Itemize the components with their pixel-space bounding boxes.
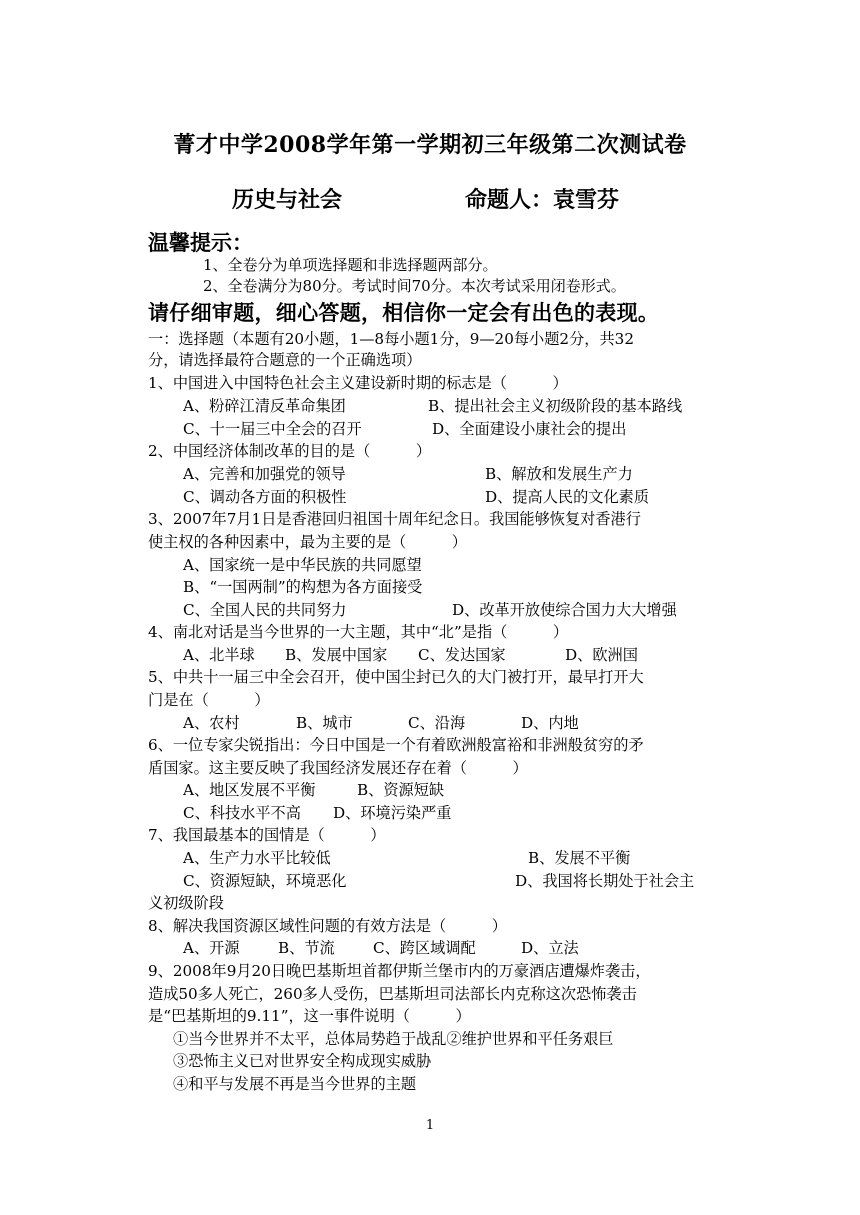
question-9-stem-line3: 是“巴基斯坦的9.11”，这一事件说明（ ）	[148, 1007, 471, 1025]
section-intro-line2: 分，请选择最符合题意的一个正确选项）	[148, 351, 422, 369]
tip-item-2: 2、全卷满分为80分。考试时间70分。本次考试采用闭卷形式。	[203, 277, 626, 295]
question-5-option-d: D、内地	[521, 714, 579, 732]
question-6-option-c: C、科技水平不高	[183, 804, 301, 822]
exam-title: 菁才中学2008学年第一学期初三年级第二次测试卷	[173, 132, 687, 158]
question-4-option-c: C、发达国家	[418, 646, 506, 664]
question-5-option-a: A、农村	[183, 714, 240, 732]
subject-name: 历史与社会	[232, 187, 343, 213]
question-7-option-c: C、资源短缺，环境恶化	[183, 872, 347, 890]
question-1-option-b: B、提出社会主义初级阶段的基本路线	[428, 397, 683, 415]
question-6-option-b: B、资源短缺	[357, 781, 445, 799]
question-2-stem: 2、中国经济体制改革的目的是（ ）	[148, 442, 432, 460]
question-5-stem-line1: 5、中共十一届三中全会召开，使中国尘封已久的大门被打开，最早打开大	[148, 668, 644, 686]
question-4-option-b: B、发展中国家	[285, 646, 388, 664]
question-6-stem-line1: 6、一位专家尖锐指出：今日中国是一个有着欧洲般富裕和非洲般贫穷的矛	[148, 736, 644, 754]
question-2-option-b: B、解放和发展生产力	[485, 465, 633, 483]
question-3-option-d: D、改革开放使综合国力大大增强	[452, 601, 677, 619]
section-intro-line1: 一：选择题（本题有20小题，1—8每小题1分，9—20每小题2分，共32	[148, 330, 634, 348]
question-7-option-a: A、生产力水平比较低	[183, 849, 331, 867]
question-7-stem: 7、我国最基本的国情是（ ）	[148, 826, 386, 844]
author-name: 命题人：袁雪芬	[465, 187, 620, 213]
question-5-option-b: B、城市	[296, 714, 353, 732]
question-8-option-a: A、开源	[183, 939, 240, 957]
question-4-option-a: A、北半球	[183, 646, 255, 664]
question-7-option-d: D、我国将长期处于社会主	[515, 872, 695, 890]
question-9-statement-3: ③恐怖主义已对世界安全构成现实威胁	[173, 1052, 432, 1070]
question-2-option-a: A、完善和加强党的领导	[183, 465, 346, 483]
question-3-option-a: A、国家统一是中华民族的共同愿望	[183, 556, 422, 574]
question-3-stem-line2: 使主权的各种因素中，最为主要的是（ ）	[148, 533, 467, 551]
question-5-option-c: C、沿海	[408, 714, 466, 732]
question-1-option-c: C、十一届三中全会的召开	[183, 420, 362, 438]
question-9-statement-4: ④和平与发展不再是当今世界的主题	[173, 1075, 416, 1093]
question-6-option-d: D、环境污染严重	[333, 804, 452, 822]
question-4-stem: 4、南北对话是当今世界的一大主题，其中“北”是指（ ）	[148, 623, 569, 641]
question-1-option-d: D、全面建设小康社会的提出	[432, 420, 627, 438]
question-3-option-b: B、“一国两制”的构想为各方面接受	[183, 578, 423, 596]
question-7-option-b: B、发展不平衡	[528, 849, 631, 867]
tip-item-1: 1、全卷分为单项选择题和非选择题两部分。	[203, 256, 498, 274]
question-9-stem-line1: 9、2008年9月20日晚巴基斯坦首都伊斯兰堡市内的万豪酒店遭爆炸袭击，	[148, 962, 651, 980]
question-3-stem-line1: 3、2007年7月1日是香港回归祖国十周年纪念日。我国能够恢复对香港行	[148, 510, 641, 528]
question-1-option-a: A、粉碎江清反革命集团	[183, 397, 346, 415]
question-6-stem-line2: 盾国家。这主要反映了我国经济发展还存在着（ ）	[148, 759, 528, 777]
question-8-stem: 8、解决我国资源区域性问题的有效方法是（ ）	[148, 917, 507, 935]
question-2-option-c: C、调动各方面的积极性	[183, 488, 347, 506]
question-4-option-d: D、欧洲国	[565, 646, 638, 664]
page-number: 1	[425, 1118, 435, 1133]
tips-heading: 温馨提示：	[148, 230, 253, 255]
question-6-option-a: A、地区发展不平衡	[183, 781, 316, 799]
question-3-option-c: C、全国人民的共同努力	[183, 601, 347, 619]
question-9-statement-1-2: ①当今世界并不太平，总体局势趋于战乱②维护世界和平任务艰巨	[173, 1030, 614, 1048]
question-2-option-d: D、提高人民的文化素质	[485, 488, 650, 506]
encouragement-line: 请仔细审题，细心答题，相信你一定会有出色的表现。	[148, 300, 660, 325]
question-8-option-c: C、跨区域调配	[373, 939, 476, 957]
question-8-option-d: D、立法	[521, 939, 579, 957]
question-1-stem: 1、中国进入中国特色社会主义建设新时期的标志是（ ）	[148, 374, 568, 392]
question-8-option-b: B、节流	[278, 939, 335, 957]
question-9-stem-line2: 造成50多人死亡，260多人受伤，巴基斯坦司法部长内克称这次恐怖袭击	[148, 985, 637, 1003]
question-5-stem-line2: 门是在（ ）	[148, 691, 270, 709]
question-7-option-d-continued: 义初级阶段	[148, 894, 224, 912]
